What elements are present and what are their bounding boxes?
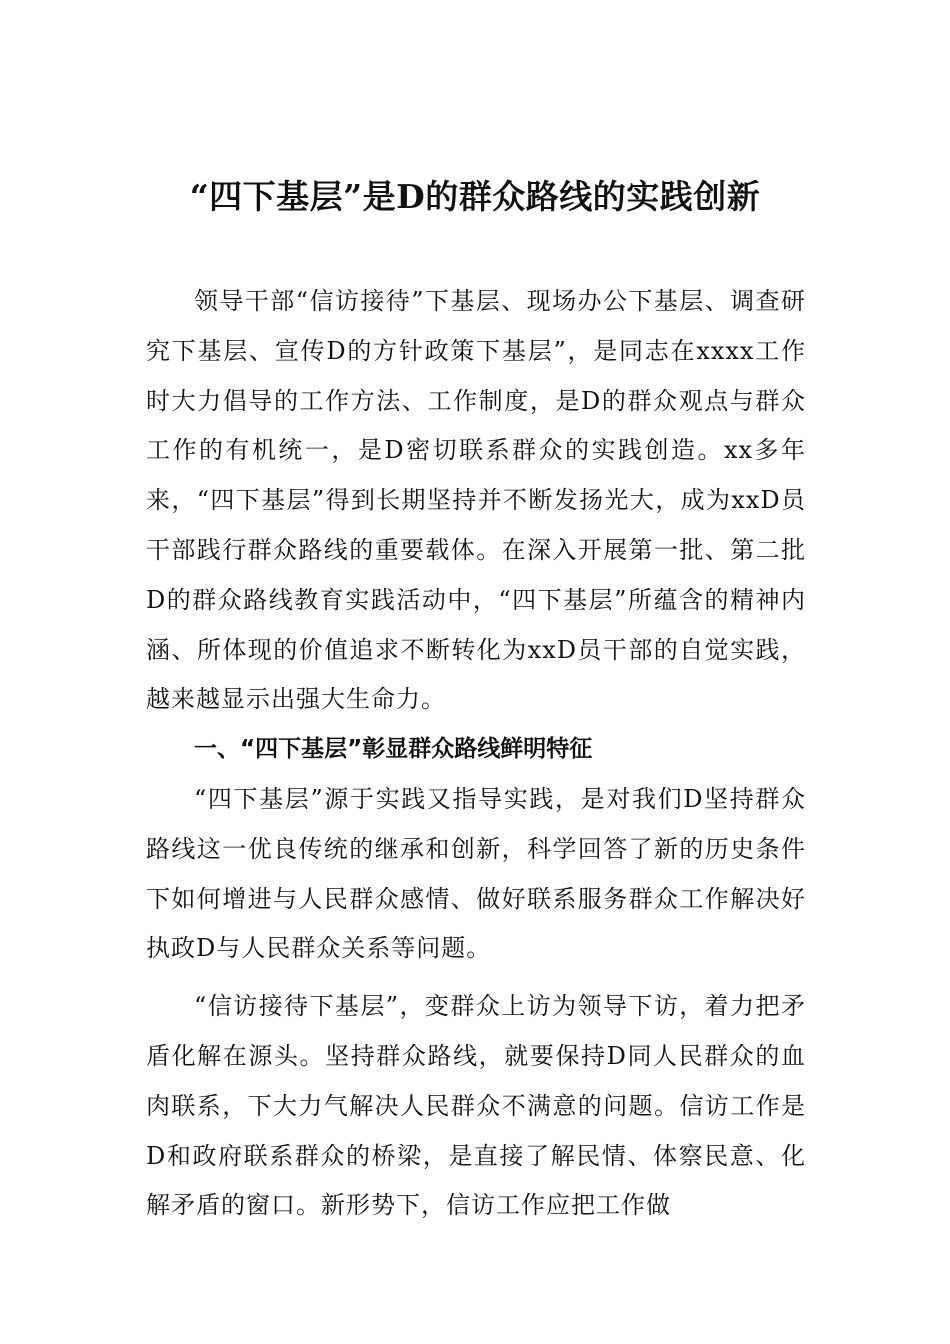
- document-body: [146, 277, 806, 1231]
- paragraph-2: “四下基层”源于实践又指导实践，是对我们D坚持群众路线这一优良传统的继承和创新，科学回答了新的历史条件下如何增进与人民群众感情、做好联系服务群众工作解决好执政D与人民群众关系等问题。: [146, 784, 806, 963]
- paragraph-3: “信访接待下基层”，变群众上访为领导下访，着力把矛盾化解在源头。坚持群众路线，就要保持D同人民群众的血肉联系，下大力气解决人民群众不满意的问题。信访工作是D和政府联系群众的桥梁，是直接了解民情、体察民意、化解矛盾的窗口。新形势下，信访工作应把工作做: [146, 992, 806, 1220]
- document-title: “四下基层”是D的群众路线的实践创新: [189, 177, 761, 216]
- section-heading-1: 一、“四下基层”彰显群众路线鲜明特征: [194, 736, 593, 763]
- paragraph-intro: 领导干部“信访接待”下基层、现场办公下基层、调查研究下基层、宣传D的方针政策下基层”，是同志在xxxx工作时大力倡导的工作方法、工作制度，是D的群众观点与群众工作的有机统一，是D密切联系群众的实践创造。xx多年来，“四下基层”得到长期坚持并不断发扬光大，成为xxD员干部践行群众路线的重要载体。在深入开展第一批、第二批D的群众路线教育实践活动中，“四下基层”所蕴含的精神内涵、所体现的价值追求不断转化为xxD员干部的自觉实践，越来越显示出强大生命力。: [146, 287, 806, 714]
